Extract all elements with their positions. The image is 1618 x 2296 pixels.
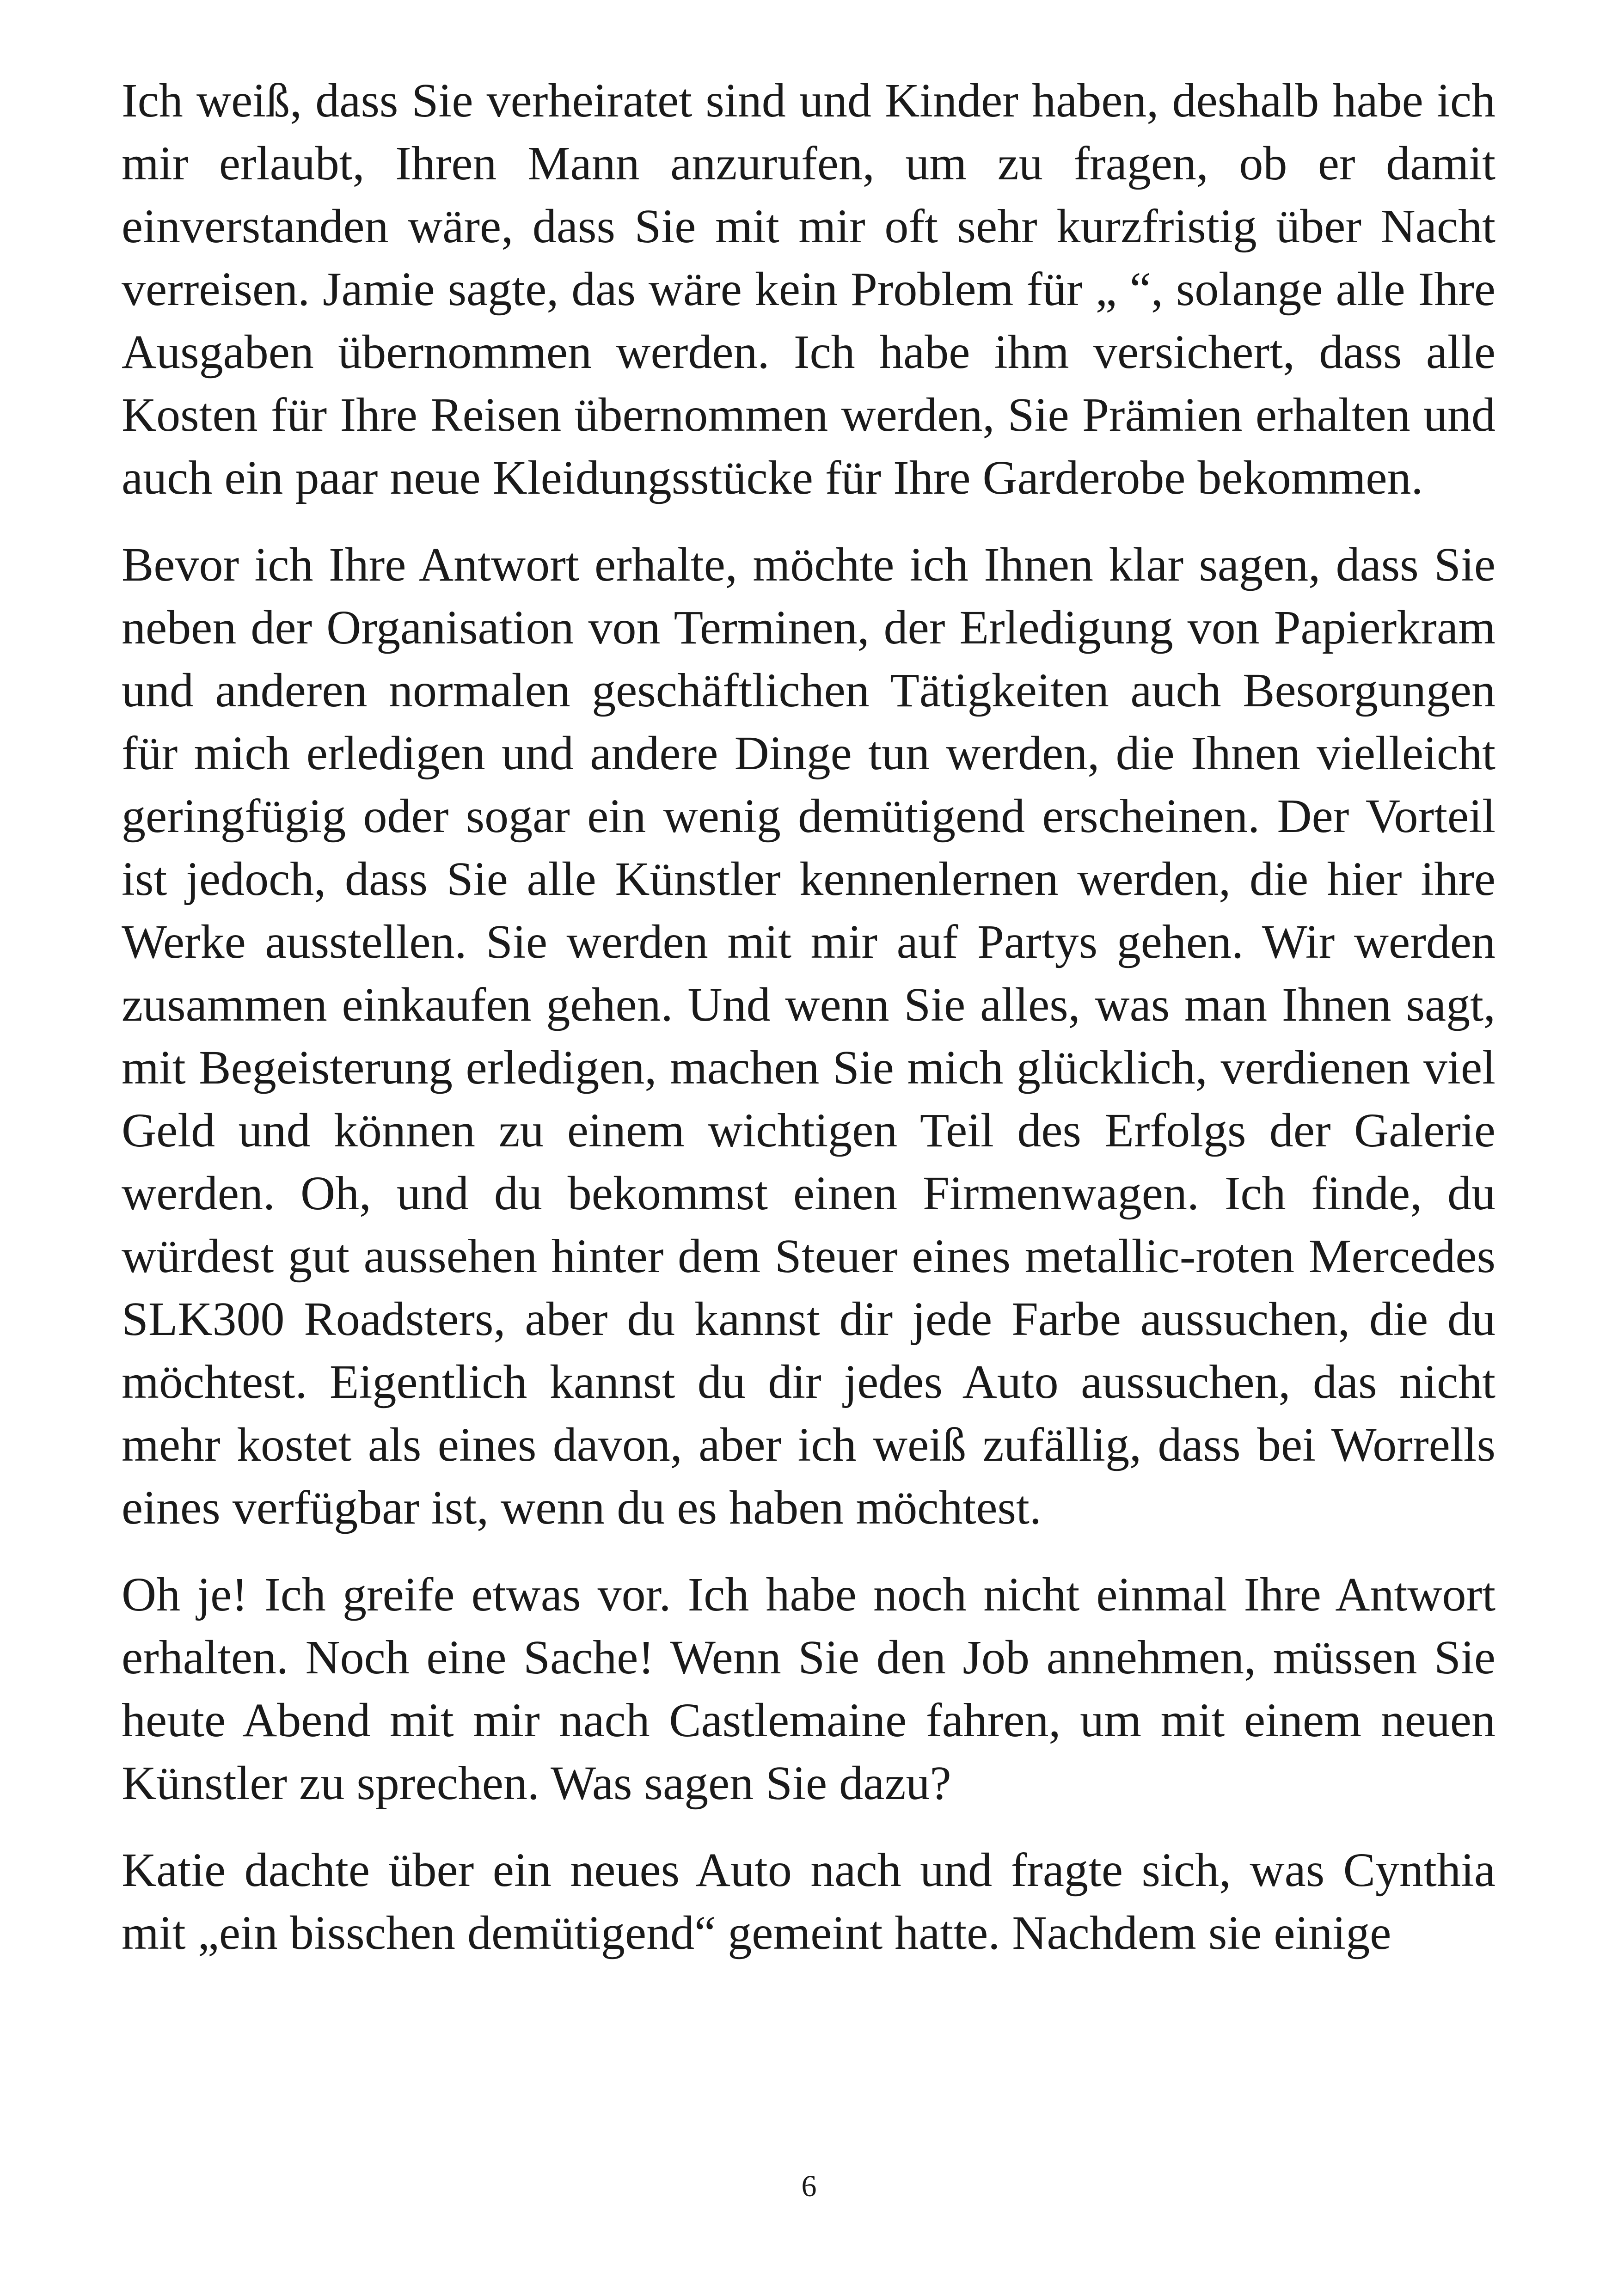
paragraph-1: Ich weiß, dass Sie verheiratet sind und Kinder haben, deshalb habe ich mir erlaubt, Ihren Mann anzurufen, um zu fragen, ob er damit einverstanden wäre, dass Sie mit mir oft sehr kurzfristig über Nacht verreisen. Jamie sagte, das wäre kein Problem für „ “, solange alle Ihre Ausgaben übernommen werden. Ich habe ihm versichert, dass alle Kosten für Ihre Reisen übernommen werden, Sie Prämien erhalten und auch ein paar neue Kleidungsstücke für Ihre Garderobe bekommen. <box>122 74 1495 504</box>
paragraph-4: Katie dachte über ein neues Auto nach und fragte sich, was Cynthia mit „ein bisschen demütigend“ gemeint hatte. Nachdem sie einige <box>122 1843 1495 1959</box>
page-body <box>122 69 1495 1989</box>
page-number: 6 <box>801 2169 817 2203</box>
paragraph-2: Bevor ich Ihre Antwort erhalte, möchte ich Ihnen klar sagen, dass Sie neben der Organisation von Terminen, der Erledigung von Papierkram und anderen normalen geschäftlichen Tätigkeiten auch Besorgungen für mich erledigen und andere Dinge tun werden, die Ihnen vielleicht geringfügig oder sogar ein wenig demütigend erscheinen. Der Vorteil ist jedoch, dass Sie alle Künstler kennenlernen werden, die hier ihre Werke ausstellen. Sie werden mit mir auf Partys gehen. Wir werden zusammen einkaufen gehen. Und wenn Sie alles, was man Ihnen sagt, mit Begeisterung erledigen, machen Sie mich glücklich, verdienen viel Geld und können zu einem wichtigen Teil des Erfolgs der Galerie werden. Oh, und du bekommst einen Firmenwagen. Ich finde, du würdest gut aussehen hinter dem Steuer eines metallic-roten Mercedes SLK300 Roadsters, aber du kannst dir jede Farbe aussuchen, die du möchtest. Eigentlich kannst du dir jedes Auto aussuchen, das nicht mehr kostet als eines davon, aber ich weiß zufällig, dass bei Worrells eines verfügbar ist, wenn du es haben möchtest. <box>122 538 1495 1534</box>
paragraph-3: Oh je! Ich greife etwas vor. Ich habe noch nicht einmal Ihre Antwort erhalten. Noch eine Sache! Wenn Sie den Job annehmen, müssen Sie heute Abend mit mir nach Castlemaine fahren, um mit einem neuen Künstler zu sprechen. Was sagen Sie dazu? <box>122 1568 1495 1810</box>
